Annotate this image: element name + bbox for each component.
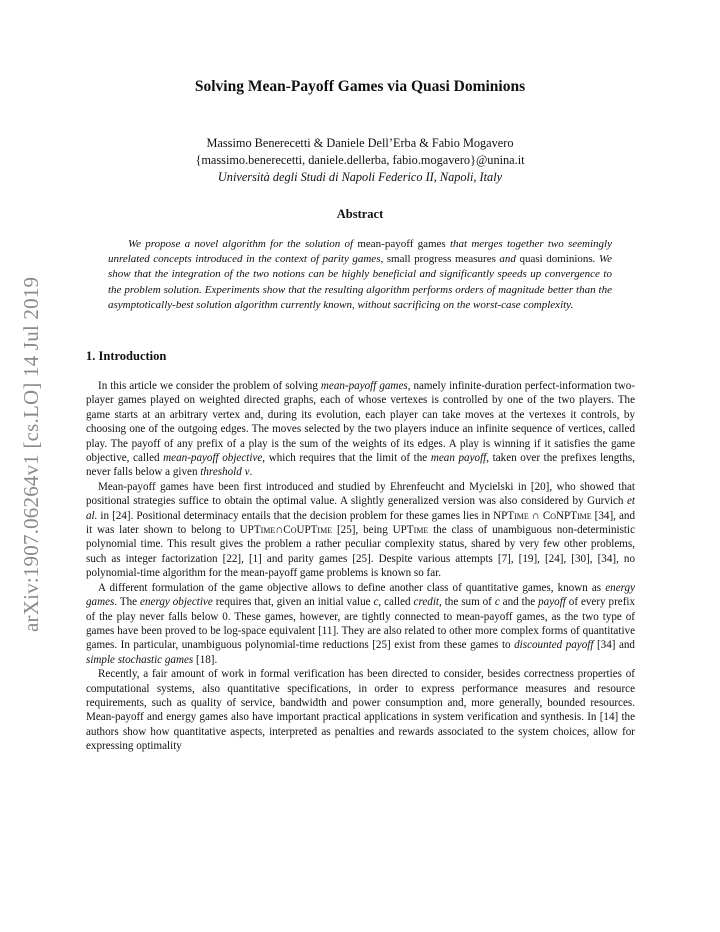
text-run-italic: et al. xyxy=(86,495,635,522)
text-run-italic: c xyxy=(494,596,500,609)
paragraph-4: Recently, a fair amount of work in formal verification has been directed to consider, besides correctness properties of computational systems, also quantitative specifications, in order to express performance measures and resource requirements, such as quality of service, bandwidth and power consumption and, more generally, bounded resources. Mean-payoff and energy games also have important practical applications in system verification and synthesis. In [14] the authors show how quantitative aspects, interpreted as penalties and rewards associated to the system choices, allow for expressing optimality xyxy=(86,668,635,753)
text-run: . xyxy=(249,466,253,479)
text-run: of every prefix of the play never falls below 0. These games, however, are tightly connected to mean-payoff games, as the two type of games have been proved to be log-space equivalent [11]. They are also related to other more complex forms of quantitative games. In particular, unambiguous polynomial-time reductions [25] exist from these games to xyxy=(86,596,636,652)
text-run: , taken over the prefixes lengths, never falls below a given xyxy=(86,452,635,479)
text-run: [25], being xyxy=(332,524,393,537)
text-run: [34], and it was later shown to belong to xyxy=(86,509,635,537)
text-run: requires that, given an initial value xyxy=(212,596,374,609)
text-run: the class of unambiguous non-deterministic polynomial time. This result gives the problem a rather peculiar complexity status, shared by very few other problems, such as integer factorization [22], [1] and parity games [25]. Despite various attempts [7], [19], [24], [30], [34], no polynomial-time algorithm for the mean-payoff game problems is known so far. xyxy=(86,524,635,580)
abstract-text xyxy=(108,237,612,313)
abstract-term: quasi dominions xyxy=(519,253,593,266)
text-run: [18]. xyxy=(193,653,218,666)
paragraph-1 xyxy=(86,379,635,480)
author-block xyxy=(86,135,634,186)
abstract-term: mean-payoff games xyxy=(357,238,446,250)
text-run-italic: c xyxy=(373,596,379,609)
text-run: Mean-payoff games have been first introduced and studied by Ehrenfeucht and Mycielski in [20], who showed that positional strategies suffice to obtain the optimal value. A slightly generalized version was also considered by Gurvich xyxy=(86,480,635,508)
text-run: and the xyxy=(499,596,539,609)
text-run-italic: mean-payoff games xyxy=(320,380,408,392)
text-run-italic: threshold ν xyxy=(200,466,250,479)
complexity-class: UPTime xyxy=(392,524,429,537)
text-run: . The xyxy=(114,596,141,609)
text-run: , the sum of xyxy=(439,596,495,609)
text-run: , called xyxy=(378,596,414,609)
text-run-italic: simple stochastic games xyxy=(86,653,194,666)
text-run: in [24]. Positional determinacy entails that the decision problem for these games lies in xyxy=(97,509,494,522)
text-run: , namely infinite-duration perfect-information two-player games played on weighted directed graphs, each of whose vertexes is controlled by one of the two players. The game starts at an arbitrary vertex and, during its evolution, each player can take moves at the vertexes it controls, by choosing one of the outgoing edges. The moves selected by the two players induce an infinite sequence of vertices, called play. The payoff of any prefix of a play is the sum of the weights of its edges. A play is winning if it satisfies the game objective, called xyxy=(86,380,635,465)
abstract-term: small progress measures xyxy=(386,253,496,266)
author-emails: {massimo.benerecetti, daniele.dellerba, fabio.mogavero}@unina.it xyxy=(195,153,525,167)
paragraph-3 xyxy=(86,581,635,667)
abstract-part: and xyxy=(495,253,520,266)
text-run-italic: discounted payoff xyxy=(514,639,594,652)
body-text xyxy=(86,379,635,754)
paragraph-2 xyxy=(86,480,635,581)
author-affiliation: Università degli Studi di Napoli Federico II, Napoli, Italy xyxy=(217,170,503,184)
text-run: , which requires that the limit of the xyxy=(262,452,431,465)
section-heading: 1. Introduction xyxy=(86,349,167,363)
arxiv-stamp[interactable]: arXiv:1907.06264v1 [cs.LO] 14 Jul 2019 xyxy=(19,276,43,632)
abstract-part: . We show that the integration of the two notions can be highly beneficial and significantly speeds up convergence to the problem solution. Experiments show that the resulting algorithm performs orders of magnitude better than the asymptotically-best solution algorithm currently known, without sacrificing on the worst-case complexity. xyxy=(108,253,612,311)
text-run-italic: credit xyxy=(413,596,440,609)
text-run: A different formulation of the game objective allows to define another class of quantitative games, known as xyxy=(98,581,606,594)
author-names: Massimo Benerecetti & Daniele Dell’Erba & Fabio Mogavero xyxy=(206,136,514,150)
abstract-part: that merges together two seemingly unrelated concepts introduced in the context of parity games, xyxy=(108,238,612,266)
text-run: [34] and xyxy=(593,639,635,652)
text-run-italic: energy objective xyxy=(140,596,213,609)
complexity-class: NPTime ∩ CoNPTime xyxy=(493,509,592,522)
abstract-part: We propose a novel algorithm for the solution of xyxy=(128,238,358,250)
text-run-italic: payoff xyxy=(538,596,566,609)
text-run-italic: energy games xyxy=(86,581,635,609)
paper-title: Solving Mean-Payoff Games via Quasi Dominions xyxy=(194,78,526,95)
text-run: In this article we consider the problem of solving xyxy=(98,380,321,392)
text-run-italic: mean payoff xyxy=(430,452,487,465)
text-run-italic: mean-payoff objective xyxy=(163,452,263,465)
abstract-heading: Abstract xyxy=(336,207,384,221)
complexity-class: UPTime∩CoUPTime xyxy=(239,524,333,537)
